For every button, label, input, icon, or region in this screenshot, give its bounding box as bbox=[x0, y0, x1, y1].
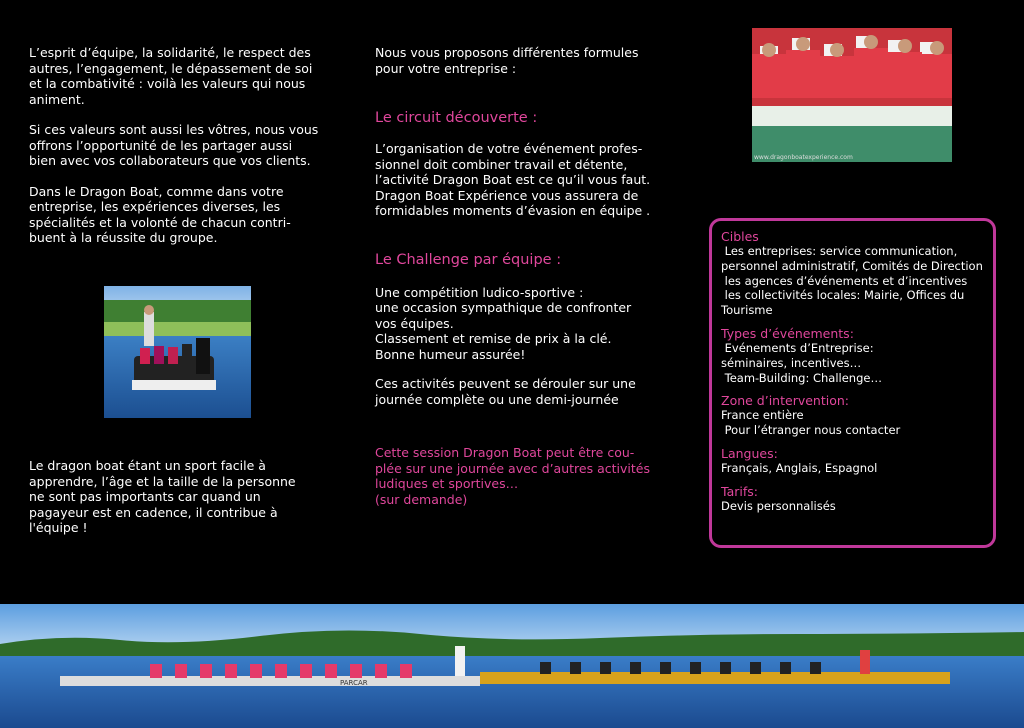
cibles-section bbox=[721, 229, 984, 318]
easy-sport-paragraph: Le dragon boat étant un sport facile à apprendre, l’âge et la taille de la personne ne sont pas importants car quand un pagayeur est en cadence, il contribue à l'équipe ! bbox=[29, 458, 296, 535]
langues-label: Langues: bbox=[721, 445, 778, 461]
photo-dragon-boat-small bbox=[104, 286, 251, 418]
column-left bbox=[29, 45, 339, 261]
challenge-heading: Le Challenge par équipe : bbox=[375, 251, 562, 268]
photo-dragon-boat-team bbox=[752, 28, 952, 162]
types-label: Types d’événements: bbox=[721, 325, 854, 341]
session-paragraph: Cette session Dragon Boat peut être cou- plée sur une journée avec d’autres activités ludiques et sportives… (sur demande) bbox=[375, 445, 650, 507]
cibles-line: Tourisme bbox=[721, 303, 773, 318]
intro-paragraph: Nous vous proposons différentes formules pour votre entreprise : bbox=[375, 45, 639, 76]
share-paragraph: Si ces valeurs sont aussi les vôtres, nous vous offrons l’opportunité de les partager aussi bien avec vos collaborateurs que vos clients. bbox=[29, 122, 319, 168]
column-middle bbox=[375, 45, 665, 522]
tarifs-line: Devis personnalisés bbox=[721, 498, 836, 513]
cibles-line: personnel administratif, Comités de Direction bbox=[721, 258, 983, 273]
tarifs-section bbox=[721, 484, 984, 514]
types-line: Evénements d’Entreprise: bbox=[721, 340, 874, 355]
types-section bbox=[721, 326, 984, 385]
column-left-bottom bbox=[29, 458, 339, 551]
photo-caption: www.dragonboatexperience.com bbox=[754, 154, 853, 161]
zone-line: Pour l’étranger nous contacter bbox=[721, 423, 901, 438]
banner-boat-text: PARCAR bbox=[340, 679, 368, 687]
circuit-paragraph: L’organisation de votre événement profes- sionnel doit combiner travail et détente, l’activité Dragon Boat est ce qu’il vous faut. Dragon Boat Expérience vous assurera de formidables moments d’évasion en équipe . bbox=[375, 141, 651, 218]
challenge-paragraph: Une compétition ludico-sportive : une occasion sympathique de confronter vos équipes. Classement et remise de prix à la clé. Bonne humeur assurée! bbox=[375, 284, 632, 362]
cibles-label: Cibles bbox=[721, 229, 759, 244]
langues-section bbox=[721, 446, 984, 476]
dragon-boat-paragraph: Dans le Dragon Boat, comme dans votre entreprise, les expériences diverses, les spécialités et la volonté de chacun contri- buent à la réussite du groupe. bbox=[29, 183, 291, 245]
cibles-line: les agences d’événements et d’incentives bbox=[721, 273, 968, 288]
zone-section bbox=[721, 393, 984, 438]
cibles-line: les collectivités locales: Mairie, Offices du bbox=[721, 288, 965, 303]
values-paragraph: L’esprit d’équipe, la solidarité, le respect des autres, l’engagement, le dépassement de soi et la combativité : voilà les valeurs qui nous animent. bbox=[29, 45, 313, 107]
activities-paragraph: Ces activités peuvent se dérouler sur une journée complète ou une demi-journée bbox=[375, 376, 636, 407]
tarifs-label: Tarifs: bbox=[721, 483, 758, 499]
types-line: Team-Building: Challenge… bbox=[721, 370, 882, 385]
cibles-line: Les entreprises: service communication, bbox=[721, 244, 958, 258]
langues-line: Français, Anglais, Espagnol bbox=[721, 460, 878, 475]
zone-line: France entière bbox=[721, 408, 804, 423]
photo-dragon-boat-banner bbox=[0, 604, 1024, 728]
types-line: séminaires, incentives… bbox=[721, 355, 862, 370]
circuit-heading: Le circuit découverte : bbox=[375, 110, 538, 126]
info-box bbox=[709, 218, 996, 548]
zone-label: Zone d’intervention: bbox=[721, 393, 849, 409]
